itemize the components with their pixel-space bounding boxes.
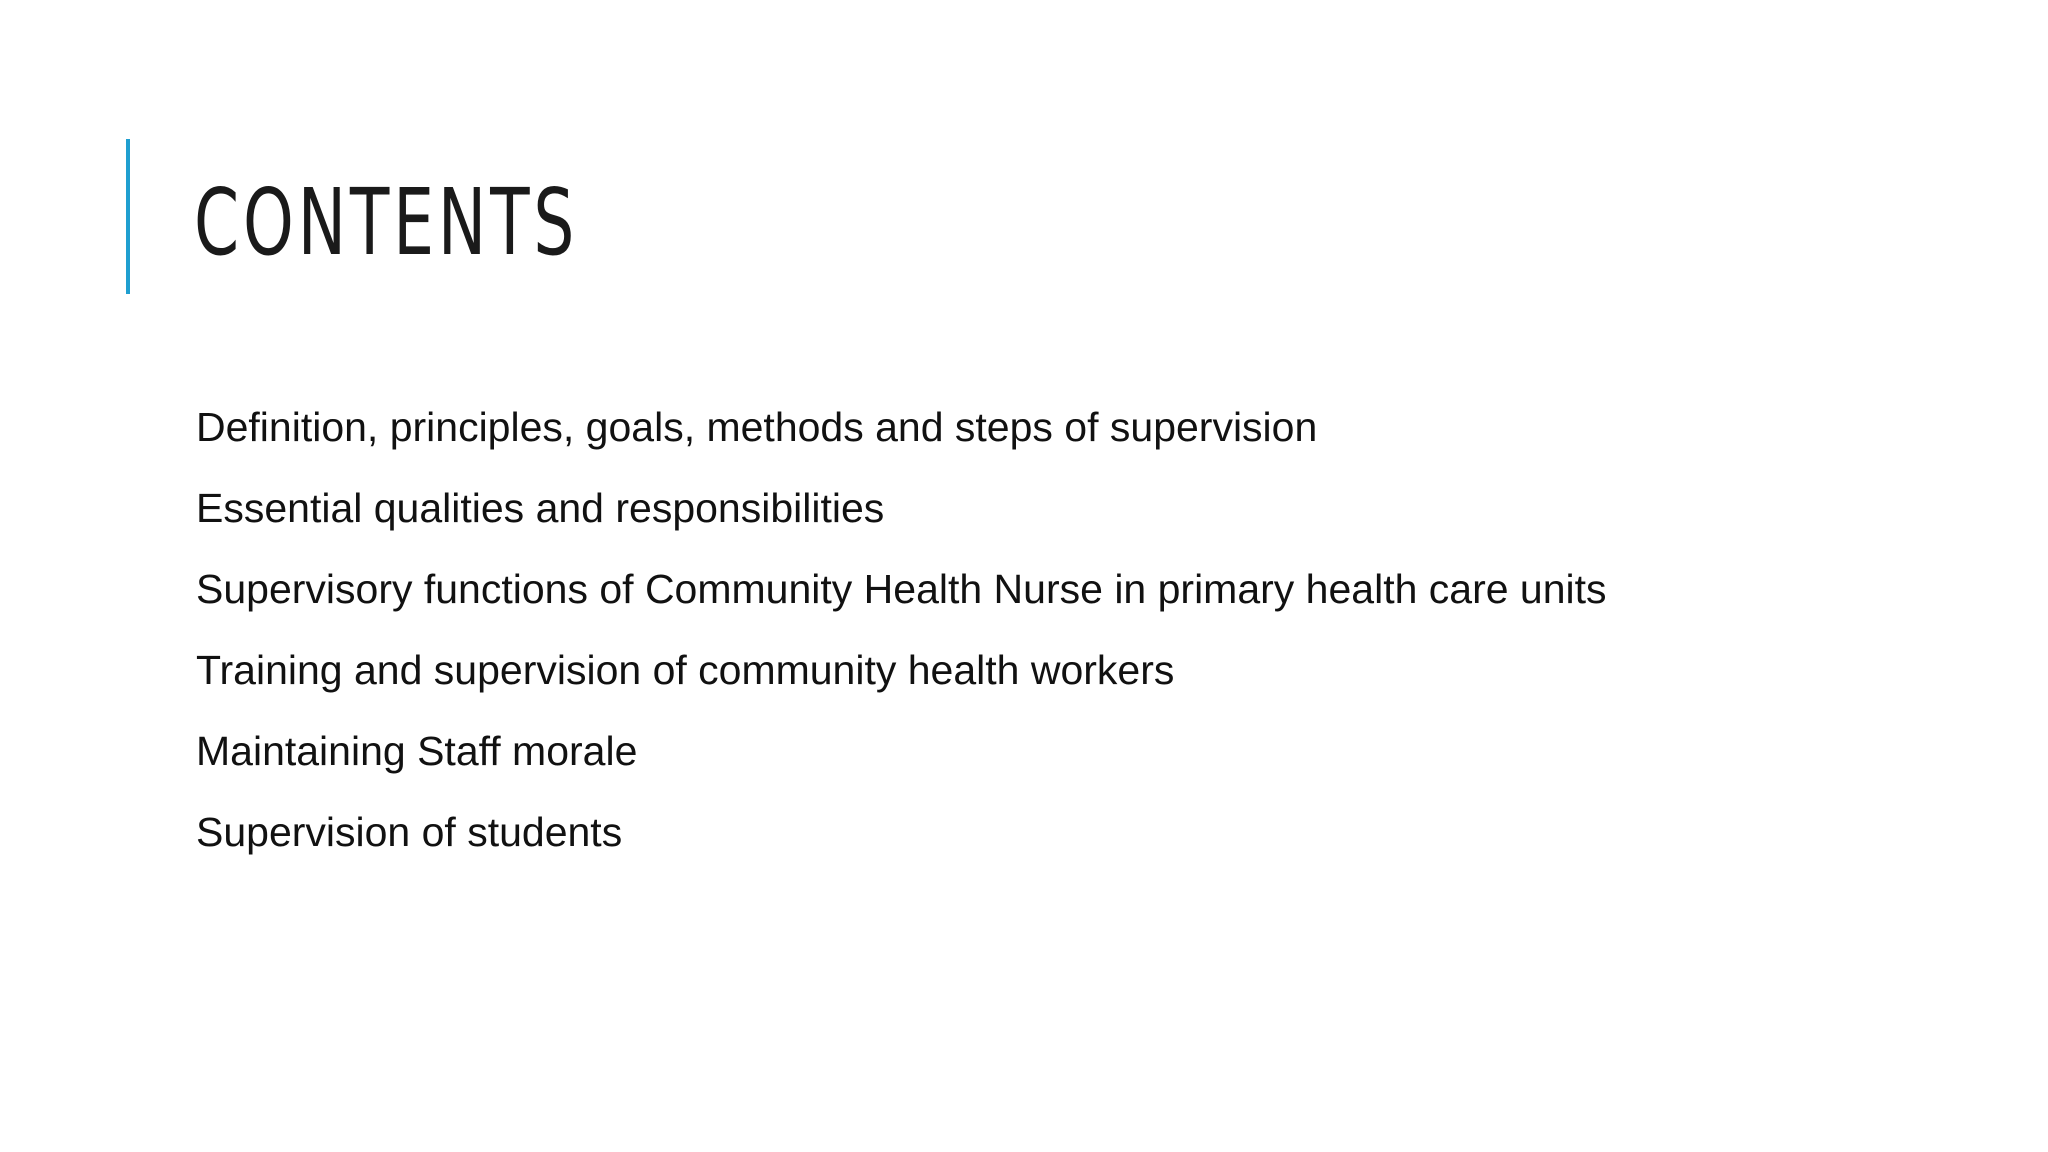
list-item: Definition, principles, goals, methods and steps of supervision — [196, 404, 1318, 450]
contents-list — [196, 387, 1946, 873]
slide-title: CONTENTS — [194, 169, 579, 276]
list-item: Supervisory functions of Community Health Nurse in primary health care units — [196, 566, 1607, 612]
title-accent-bar — [126, 139, 130, 294]
list-item: Supervision of students — [196, 809, 623, 855]
list-item: Training and supervision of community health workers — [196, 647, 1175, 693]
list-item: Essential qualities and responsibilities — [196, 485, 885, 531]
list-item: Maintaining Staff morale — [196, 728, 638, 774]
